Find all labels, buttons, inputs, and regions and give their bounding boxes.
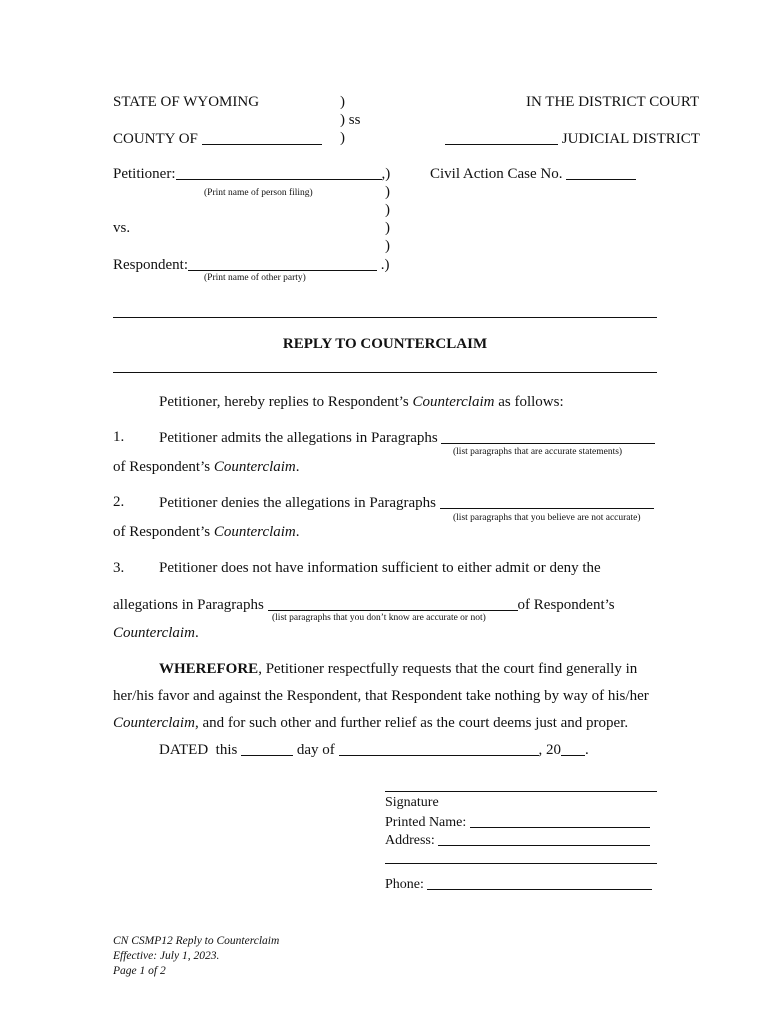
district-number-field[interactable] [445,130,558,145]
wherefore-line-3: Counterclaim, and for such other and further relief as the court deems just and proper. [113,715,629,731]
district-row [445,130,700,148]
footer [113,934,279,979]
title-rule-bottom [113,372,657,373]
petitioner-name-field[interactable] [176,165,382,180]
respondent-name-field[interactable] [188,256,377,271]
title-rule-top [113,317,657,318]
case-no-row [430,165,636,183]
item-3-tail: Counterclaim. [113,625,199,641]
year-field[interactable] [561,741,585,756]
address-field[interactable] [438,831,650,846]
respondent-end: .) [380,257,390,273]
judicial-district-label: JUDICIAL DISTRICT [561,131,700,147]
printed-name-field[interactable] [470,813,650,828]
petitioner-row [113,165,390,183]
footer-form-id: CN CSMP12 Reply to Counterclaim [113,935,280,947]
item-1-tail: of Respondent’s Counterclaim. [113,459,300,475]
case-number-field[interactable] [566,165,636,180]
respondent-row [113,256,390,274]
footer-effective-date: Effective: July 1, 2023. [113,950,220,962]
item-3-line2: allegations in Paragraphs of Respondent’s [113,597,615,613]
wherefore-line-1: WHEREFORE, Petitioner respectfully requests that the court find generally in [159,661,638,677]
vs-label: vs. [113,220,131,236]
caption-paren: ) [385,238,390,254]
page-title: REPLY TO COUNTERCLAIM [282,336,488,352]
item-2-tail: of Respondent’s Counterclaim. [113,524,300,540]
signature-line[interactable] [385,791,657,792]
ss-label: ) ss [340,112,361,128]
dated-line: DATED this day of , 20 . [159,742,589,758]
phone-row: Phone: [385,875,652,893]
petitioner-label: Petitioner: [113,166,176,182]
item-2-hint: (list paragraphs that you believe are not accurate) [453,513,641,523]
item-1-hint: (list paragraphs that are accurate statements) [453,447,623,457]
caption-paren: ) [385,220,390,236]
item-2-text: Petitioner denies the allegations in Paragraphs [159,494,654,512]
caption-paren: ) [385,202,390,218]
address-line-2[interactable] [385,863,657,864]
item-1-paragraphs-field[interactable] [441,429,655,444]
caption-paren: ) [385,184,390,200]
respondent-hint: (Print name of other party) [204,273,306,283]
phone-field[interactable] [427,875,652,890]
printed-name-row: Printed Name: [385,813,650,831]
respondent-label: Respondent: [113,257,188,273]
item-3-number: 3. [113,560,125,576]
item-1-text: Petitioner admits the allegations in Paragraphs [159,429,655,447]
day-field[interactable] [241,741,293,756]
address-row: Address: [385,831,650,849]
item-1-number: 1. [113,429,125,445]
item-3-line1: Petitioner does not have information sufficient to either admit or deny the [159,560,601,576]
state-label: STATE OF WYOMING [113,94,260,110]
petitioner-hint: (Print name of person filing) [204,188,313,198]
wherefore-line-2: her/his favor and against the Respondent, that Respondent take nothing by way of his/her [113,688,649,704]
footer-page-number: Page 1 of 2 [113,965,166,977]
county-row [113,130,322,148]
petitioner-end: ,) [381,166,391,182]
item-2-paragraphs-field[interactable] [440,494,654,509]
item-2-number: 2. [113,494,125,510]
county-label: COUNTY OF [113,131,198,147]
civil-action-label: Civil Action Case No. [430,166,563,182]
court-label: IN THE DISTRICT COURT [526,94,700,110]
intro-paragraph: Petitioner, hereby replies to Respondent’s Counterclaim as follows: [159,394,564,410]
caption-paren: ) [340,130,345,146]
item-3-paragraphs-field[interactable] [268,596,518,611]
month-field[interactable] [339,741,539,756]
item-3-hint: (list paragraphs that you don’t know are accurate or not) [272,613,486,623]
signature-label: Signature [385,795,439,810]
caption-paren: ) [340,94,345,110]
county-field[interactable] [202,130,322,145]
